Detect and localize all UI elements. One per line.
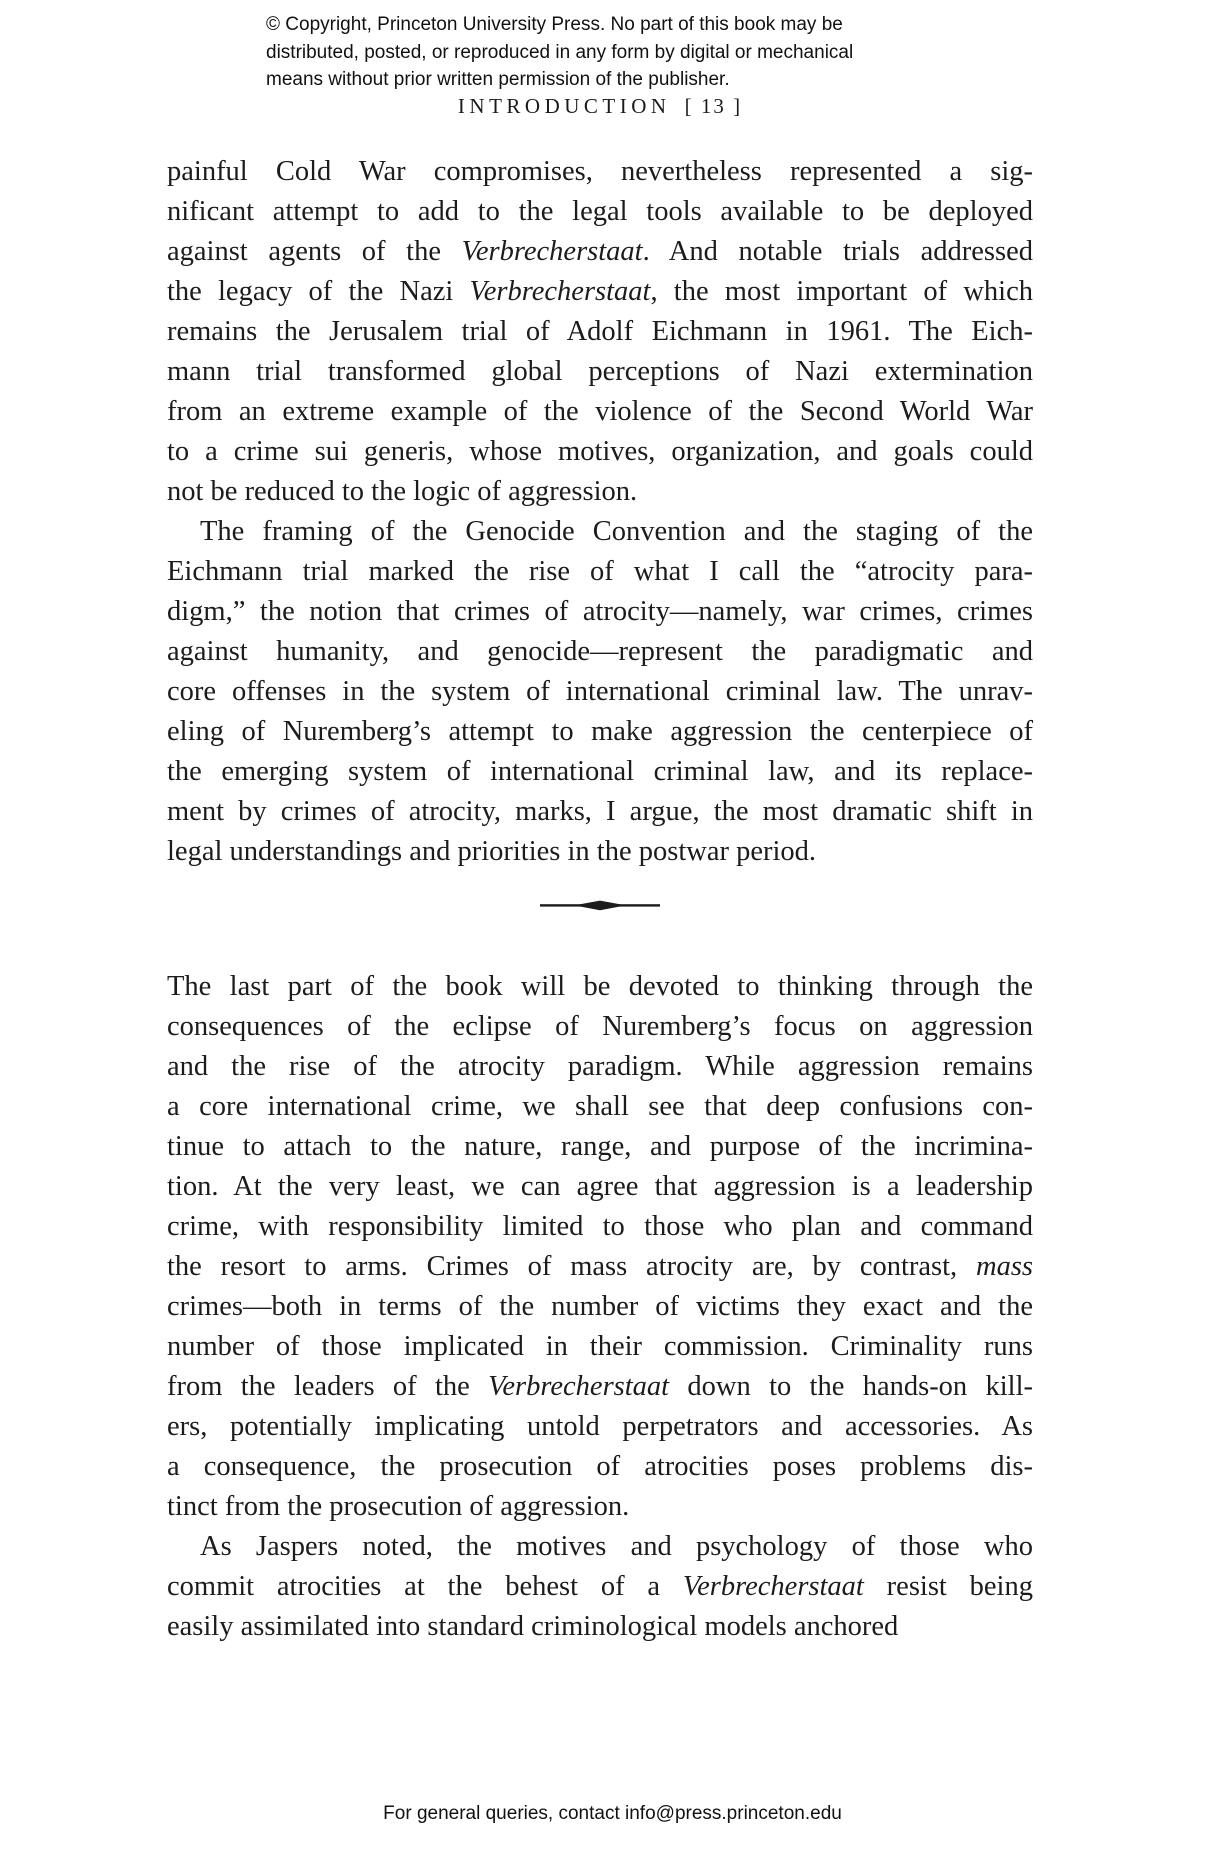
text-line: digm,” the notion that crimes of atrocity—namely, war crimes, crimes bbox=[167, 596, 1033, 627]
text-line: against humanity, and genocide—represent the paradigmatic and bbox=[167, 636, 1033, 667]
text-line: painful Cold War compromises, nevertheless represented a sig- bbox=[167, 156, 1033, 187]
text-line: remains the Jerusalem trial of Adolf Eichmann in 1961. The Eich- bbox=[167, 316, 1033, 347]
text-line: As Jaspers noted, the motives and psychology of those who bbox=[200, 1531, 1033, 1562]
text-line: legal understandings and priorities in the postwar period. bbox=[167, 836, 817, 867]
text-line: nificant attempt to add to the legal tools available to be deployed bbox=[167, 196, 1033, 227]
text-line: means without prior written permission of the publisher. bbox=[266, 69, 730, 90]
paragraph bbox=[167, 152, 1033, 512]
text-line: commit atrocities at the behest of a Verbrecherstaat resist being bbox=[167, 1571, 1033, 1602]
text-line: from the leaders of the Verbrecherstaat down to the hands-on kill- bbox=[167, 1371, 1033, 1402]
text-line: a consequence, the prosecution of atrocities poses problems dis- bbox=[167, 1451, 1033, 1482]
copyright-notice bbox=[266, 11, 986, 94]
text-line: against agents of the Verbrecherstaat. And notable trials addressed bbox=[167, 236, 1033, 267]
paragraph bbox=[167, 967, 1033, 1527]
text-line: consequences of the eclipse of Nuremberg’s focus on aggression bbox=[167, 1011, 1033, 1042]
text-line: Eichmann trial marked the rise of what I call the “atrocity para- bbox=[167, 556, 1033, 587]
text-line: ers, potentially implicating untold perpetrators and accessories. As bbox=[167, 1411, 1033, 1442]
text-line: crimes—both in terms of the number of victims they exact and the bbox=[167, 1291, 1033, 1322]
main-text-block bbox=[167, 152, 1033, 1647]
text-line: eling of Nuremberg’s attempt to make aggression the centerpiece of bbox=[167, 716, 1033, 747]
text-line: mann trial transformed global perceptions of Nazi extermination bbox=[167, 356, 1033, 387]
text-line: easily assimilated into standard criminological models anchored bbox=[167, 1611, 899, 1642]
diamond-rule-divider-icon bbox=[540, 899, 660, 912]
text-line: a core international crime, we shall see that deep confusions con- bbox=[167, 1091, 1033, 1122]
text-line: tinue to attach to the nature, range, and purpose of the incrimina- bbox=[167, 1131, 1033, 1162]
text-line: ment by crimes of atrocity, marks, I argue, the most dramatic shift in bbox=[167, 796, 1033, 827]
text-line: the legacy of the Nazi Verbrecherstaat, the most important of which bbox=[167, 276, 1033, 307]
text-line: number of those implicated in their commission. Criminality runs bbox=[167, 1331, 1033, 1362]
text-line: tion. At the very least, we can agree that aggression is a leadership bbox=[167, 1171, 1033, 1202]
text-line: © Copyright, Princeton University Press. No part of this book may be bbox=[266, 14, 843, 35]
text-line: the emerging system of international criminal law, and its replace- bbox=[167, 756, 1033, 787]
text-line: distributed, posted, or reproduced in any form by digital or mechanical bbox=[266, 41, 854, 63]
text-line: The framing of the Genocide Convention and the staging of the bbox=[200, 516, 1033, 547]
paragraph bbox=[167, 1527, 1033, 1647]
text-line: The last part of the book will be devoted to thinking through the bbox=[167, 971, 1033, 1002]
text-line: crime, with responsibility limited to those who plan and command bbox=[167, 1211, 1033, 1242]
text-line: not be reduced to the logic of aggression. bbox=[167, 476, 638, 507]
section-break bbox=[167, 872, 1033, 967]
text-line: and the rise of the atrocity paradigm. While aggression remains bbox=[167, 1051, 1033, 1082]
page-number: [ 13 ] bbox=[684, 94, 743, 118]
text-line: the resort to arms. Crimes of mass atrocity are, by contrast, mass bbox=[167, 1251, 1033, 1282]
text-line: from an extreme example of the violence of the Second World War bbox=[167, 396, 1033, 427]
text-line: tinct from the prosecution of aggression. bbox=[167, 1491, 630, 1522]
chapter-title: INTRODUCTION bbox=[457, 94, 671, 118]
text-line: core offenses in the system of international criminal law. The unrav- bbox=[167, 676, 1033, 707]
paragraph bbox=[167, 512, 1033, 872]
running-head bbox=[167, 93, 1033, 119]
footer-contact-note: For general queries, contact info@press.princeton.edu bbox=[383, 1803, 842, 1824]
text-line: to a crime sui generis, whose motives, organization, and goals could bbox=[167, 436, 1033, 467]
